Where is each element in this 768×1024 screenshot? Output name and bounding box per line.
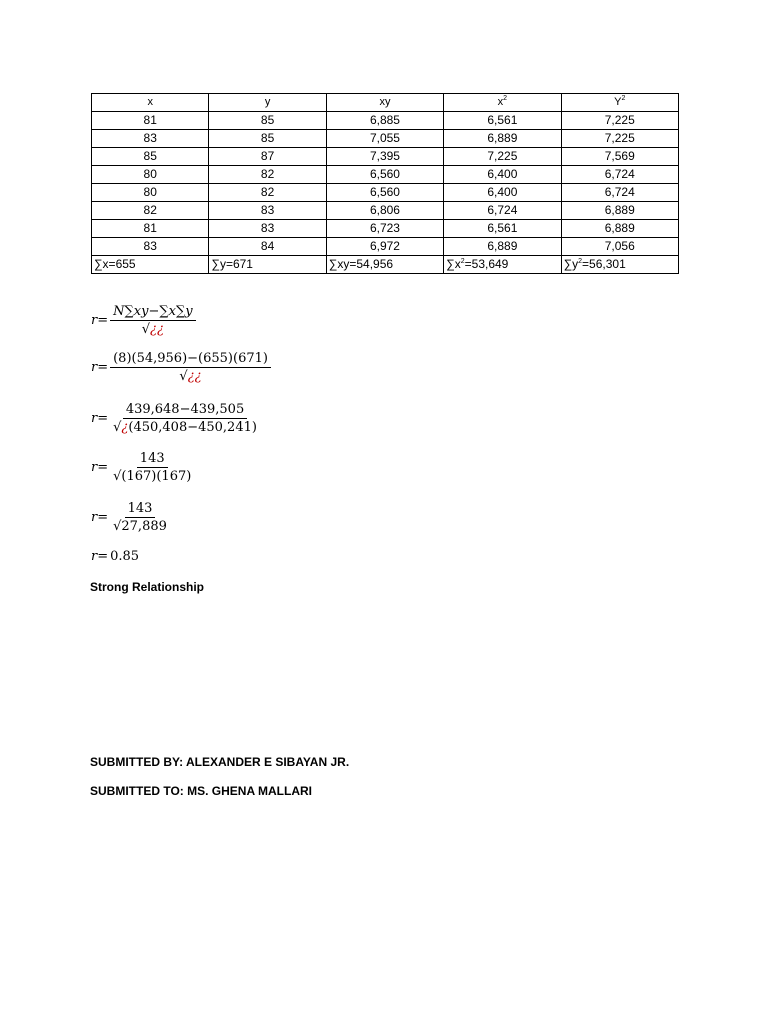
table-cell: 83 — [92, 238, 209, 256]
table-cell: 82 — [92, 202, 209, 220]
table-cell: 84 — [209, 238, 326, 256]
table-cell: 6,806 — [326, 202, 443, 220]
table-cell: 7,225 — [444, 148, 561, 166]
table-cell: 7,395 — [326, 148, 443, 166]
correlation-table — [91, 93, 679, 274]
equation-differences — [91, 451, 194, 484]
table-cell: 6,560 — [326, 166, 443, 184]
conclusion-text: Strong Relationship — [90, 580, 204, 594]
equation-substitution — [91, 351, 271, 384]
table-cell: 7,225 — [561, 130, 678, 148]
header-x-squared: $x^2$ — [444, 94, 561, 112]
table-body — [92, 112, 679, 256]
equation-lhs: r= — [91, 313, 109, 328]
table-row — [92, 112, 679, 130]
substitution-denominator: √¿¿ — [179, 369, 202, 384]
equation-lhs: r= — [91, 549, 109, 564]
table-cell: 83 — [92, 130, 209, 148]
equation-lhs: r= — [91, 510, 109, 525]
table-cell: 82 — [209, 184, 326, 202]
table-cell: 82 — [209, 166, 326, 184]
header-x: x — [92, 94, 209, 112]
formula-denominator: √¿¿ — [141, 322, 164, 337]
products-numerator: 439,648−439,505 — [123, 402, 247, 419]
table-cell: 6,400 — [444, 166, 561, 184]
table-cell: 6,561 — [444, 220, 561, 238]
equation-formula — [91, 304, 196, 337]
table-cell: 81 — [92, 112, 209, 130]
totals-row — [92, 256, 679, 274]
table-header-row — [92, 94, 679, 112]
equation-products — [91, 402, 260, 435]
table-cell: 6,889 — [561, 202, 678, 220]
table-cell: 7,056 — [561, 238, 678, 256]
table-cell: 6,885 — [326, 112, 443, 130]
table-cell: 80 — [92, 166, 209, 184]
table-cell: 87 — [209, 148, 326, 166]
sum-xy: ∑xy=54,956 — [326, 256, 443, 274]
table-cell: 85 — [209, 112, 326, 130]
root-numerator: 143 — [125, 501, 156, 518]
header-y-squared: $Y^2$ — [561, 94, 678, 112]
table-cell: 6,400 — [444, 184, 561, 202]
equation-lhs: r= — [91, 460, 109, 475]
sum-y-squared: $\sum y^2=56,301$ — [561, 256, 678, 274]
table-cell: 6,723 — [326, 220, 443, 238]
equation-result — [91, 549, 139, 564]
substitution-numerator: (8)(54,956)−(655)(671) — [110, 351, 271, 368]
table-cell: 80 — [92, 184, 209, 202]
root-denominator: √27,889 — [113, 519, 167, 534]
table-cell: 83 — [209, 220, 326, 238]
submitted-by-text: SUBMITTED BY: ALEXANDER E SIBAYAN JR. — [90, 755, 350, 769]
equation-lhs: r= — [91, 360, 109, 375]
table-cell: 81 — [92, 220, 209, 238]
table-cell: 6,724 — [444, 202, 561, 220]
table-cell: 7,055 — [326, 130, 443, 148]
table-row — [92, 184, 679, 202]
table-row — [92, 202, 679, 220]
table-row — [92, 238, 679, 256]
table-row — [92, 148, 679, 166]
table-cell: 7,225 — [561, 112, 678, 130]
sum-y: ∑y=671 — [209, 256, 326, 274]
table-cell: 6,724 — [561, 166, 678, 184]
equation-lhs: r= — [91, 411, 109, 426]
table-cell: 7,569 — [561, 148, 678, 166]
table-cell: 6,889 — [444, 238, 561, 256]
table-cell: 6,724 — [561, 184, 678, 202]
sum-x-squared: $\sum x^2=53,649$ — [444, 256, 561, 274]
table-cell: 85 — [209, 130, 326, 148]
equation-root — [91, 501, 170, 534]
table-cell: 85 — [92, 148, 209, 166]
submitted-to-text: SUBMITTED TO: MS. GHENA MALLARI — [90, 784, 312, 798]
products-denominator: √¿(450,408−450,241) — [113, 420, 257, 435]
differences-denominator: √(167)(167) — [113, 469, 192, 484]
table-row — [92, 130, 679, 148]
table-cell: 6,560 — [326, 184, 443, 202]
differences-numerator: 143 — [137, 451, 168, 468]
formula-numerator: N∑xy−∑x∑y — [110, 304, 195, 321]
table-cell: 6,889 — [444, 130, 561, 148]
table-cell: 6,972 — [326, 238, 443, 256]
table-cell: 6,889 — [561, 220, 678, 238]
table-cell: 83 — [209, 202, 326, 220]
table-row — [92, 220, 679, 238]
sum-x: ∑x=655 — [92, 256, 209, 274]
table-row — [92, 166, 679, 184]
header-xy: xy — [326, 94, 443, 112]
table-cell: 6,561 — [444, 112, 561, 130]
result-value: 0.85 — [110, 549, 140, 564]
header-y: y — [209, 94, 326, 112]
